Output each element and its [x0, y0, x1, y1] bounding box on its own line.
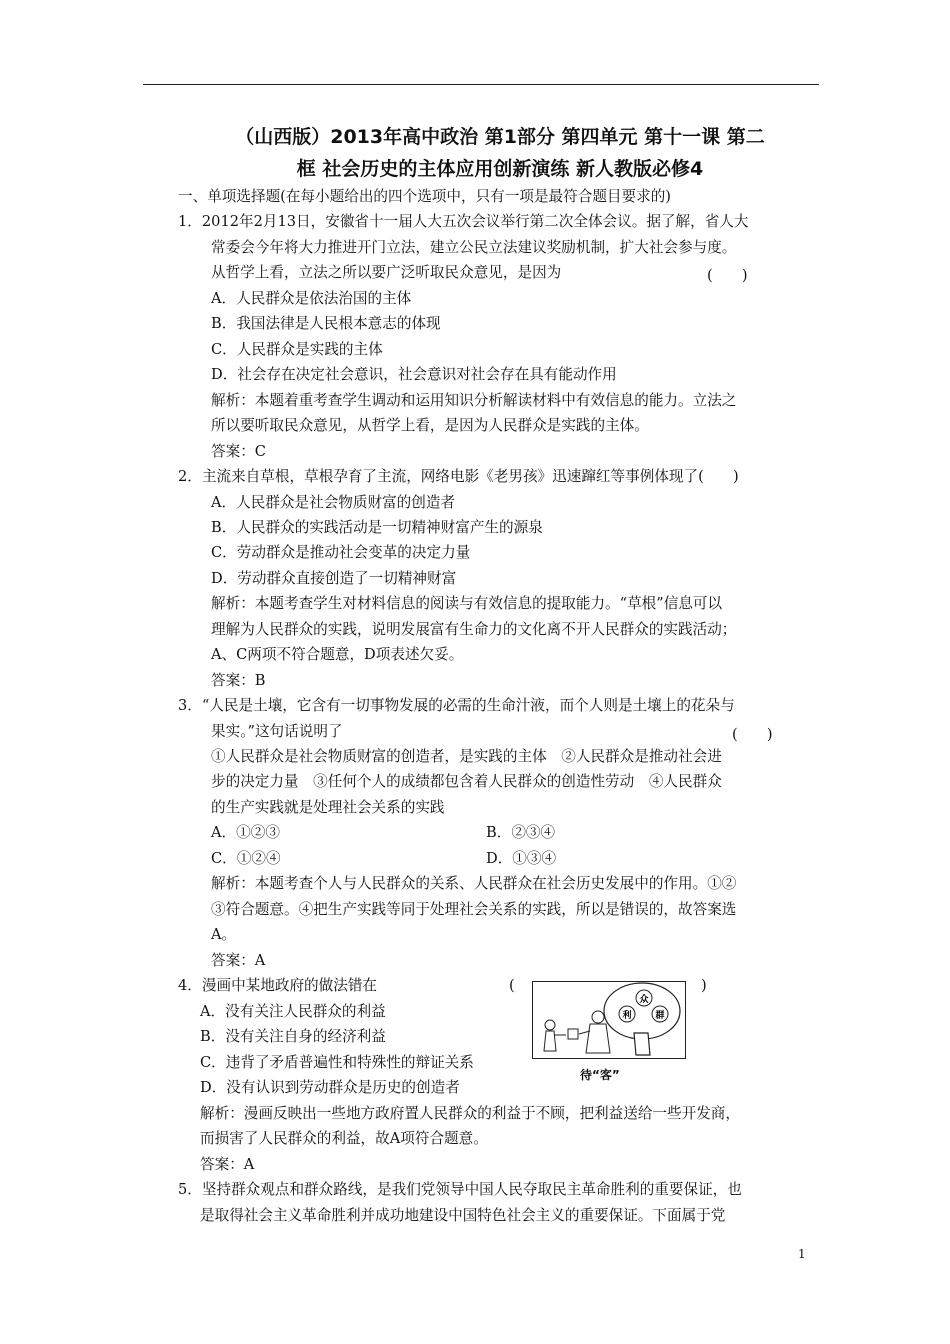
header-rule — [143, 84, 819, 85]
gift-box — [568, 1029, 578, 1039]
person-right-body — [586, 1024, 610, 1053]
person-right-head — [592, 1011, 604, 1023]
q3-stem-line2: 果实。”这句话说明了 — [211, 723, 343, 740]
q3-option-c: C．①②④ — [211, 850, 281, 867]
q4-analysis-line1: 解析：漫画反映出一些地方政府置人民群众的利益于不顾，把利益送给一些开发商， — [200, 1105, 740, 1122]
q5-stem-line1: 5．坚持群众观点和群众路线，是我们党领导中国人民夺取民主革命胜利的重要保证，也 — [178, 1181, 742, 1198]
q3-item-line1: ①人民群众是社会物质财富的创造者，是实践的主体 ②人民群众是推动社会进 — [211, 748, 722, 765]
page-number: 1 — [798, 1247, 806, 1261]
person-left-body — [544, 1031, 556, 1051]
q2-option-a: A．人民群众是社会物质财富的创造者 — [211, 494, 456, 511]
q3-answer: 答案：A — [211, 952, 266, 969]
cartoon-caption: 待“客” — [580, 1068, 620, 1082]
q3-item-line2: 步的决定力量 ③任何个人的成绩都包含着人民群众的创造性劳动 ④人民群众 — [211, 773, 722, 790]
q1-option-d: D．社会存在决定社会意识，社会意识对社会存在具有能动作用 — [211, 366, 617, 383]
q4-paren-open: ( — [509, 977, 515, 994]
q4-option-c: C．违背了矛盾普遍性和特殊性的辩证关系 — [200, 1054, 474, 1071]
q1-analysis-line1: 解析：本题着重考查学生调动和运用知识分析解读材料中有效信息的能力。立法之 — [211, 392, 737, 409]
q3-analysis-line2: ③符合题意。④把生产实践等同于处理社会关系的实践，所以是错误的，故答案选 — [211, 901, 737, 918]
q5-stem-line2: 是取得社会主义革命胜利并成功地建设中国特色社会主义的重要保证。下面属于党 — [200, 1207, 726, 1224]
q1-answer: 答案：C — [211, 443, 266, 460]
q3-option-b: B．②③④ — [486, 824, 556, 841]
q3-stem-line1: 3．“人民是土壤，它含有一切事物发展的必需的生命汁液，而个人则是土壤上的花朵与 — [178, 697, 735, 714]
fruit-char-zhong: 众 — [639, 995, 649, 1005]
q2-option-b: B．人民群众的实践活动是一切精神财富产生的源泉 — [211, 519, 543, 536]
q1-stem-line1: 1．2012年2月13日，安徽省十一届人大五次会议举行第二次全体会议。据了解，省人大 — [178, 213, 749, 230]
q3-option-d: D．①③④ — [486, 850, 557, 867]
q4-stem: 4．漫画中某地政府的做法错在 — [178, 977, 378, 994]
q4-answer: 答案：A — [200, 1156, 255, 1173]
page-title-line1: （山西版）2013年高中政治 第1部分 第四单元 第十一课 第二 — [235, 126, 765, 148]
q4-paren-close: ) — [701, 977, 707, 994]
q1-analysis-line2: 所以要听取民众意见，从哲学上看，是因为人民群众是实践的主体。 — [211, 417, 649, 434]
q2-analysis-line1: 解析：本题考查学生对材料信息的阅读与有效信息的提取能力。“草根”信息可以 — [211, 595, 723, 612]
fruit-char-li: 利 — [622, 1011, 632, 1021]
q4-option-a: A．没有关注人民群众的利益 — [200, 1003, 386, 1020]
q1-option-c: C．人民群众是实践的主体 — [211, 341, 383, 358]
page-title-line2: 框 社会历史的主体应用创新演练 新人教版必修4 — [296, 158, 704, 180]
tree-trunk — [634, 1033, 650, 1055]
cartoon-image — [532, 981, 686, 1059]
q3-item-line3: 的生产实践就是处理社会关系的实践 — [211, 799, 445, 816]
q2-option-c: C．劳动群众是推动社会变革的决定力量 — [211, 544, 471, 561]
q2-option-d: D．劳动群众直接创造了一切精神财富 — [211, 570, 457, 587]
q1-stem-line2: 常委会今年将大力推进开门立法，建立公民立法建议奖励机制，扩大社会参与度。 — [211, 239, 737, 256]
q1-option-b: B．我国法律是人民根本意志的体现 — [211, 315, 441, 332]
q2-stem: 2．主流来自草根，草根孕育了主流，网络电影《老男孩》迅速蹿红等事例体现了( ) — [178, 468, 739, 485]
q3-analysis-line1: 解析：本题考查个人与人民群众的关系、人民群众在社会历史发展中的作用。①② — [211, 875, 737, 892]
q1-answer-paren: ( ) — [707, 267, 748, 284]
q3-option-a: A．①②③ — [211, 824, 280, 841]
section-heading: 一、单项选择题(在每小题给出的四个选项中，只有一项是最符合题目要求的) — [178, 188, 671, 205]
person-left-head — [545, 1020, 555, 1030]
q3-answer-paren: ( ) — [732, 726, 773, 743]
q1-option-a: A．人民群众是依法治国的主体 — [211, 290, 412, 307]
q4-analysis-line2: 而损害了人民群众的利益，故A项符合题意。 — [200, 1130, 488, 1147]
q4-option-d: D．没有认识到劳动群众是历史的创造者 — [200, 1079, 460, 1096]
q1-stem-line3: 从哲学上看，立法之所以要广泛听取民众意见，是因为 — [211, 264, 562, 281]
fruit-char-qun: 群 — [655, 1011, 665, 1021]
q3-analysis-line3: A。 — [211, 926, 237, 943]
q2-analysis-line2: 理解为人民群众的实践，说明发展富有生命力的文化离不开人民群众的实践活动； — [211, 621, 737, 638]
q2-analysis-line3: A、C两项不符合题意，D项表述欠妥。 — [211, 646, 464, 663]
q4-option-b: B．没有关注自身的经济利益 — [200, 1028, 386, 1045]
q2-answer: 答案：B — [211, 672, 266, 689]
